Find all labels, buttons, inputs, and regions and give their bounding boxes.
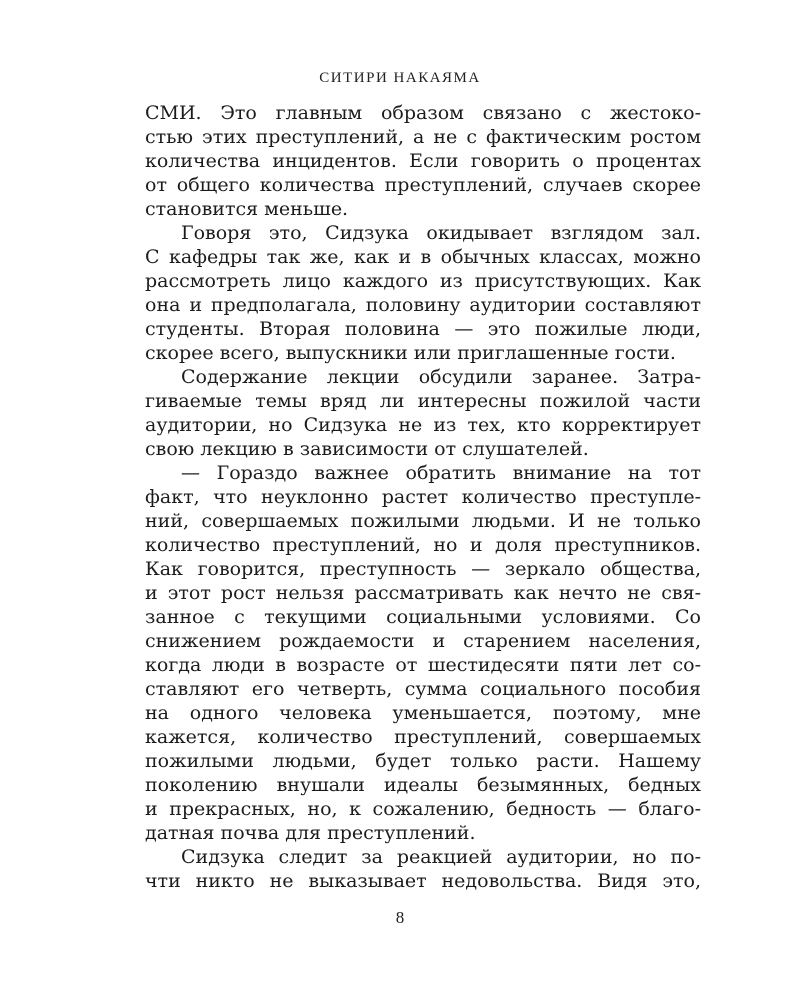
text-line: датная почва для преступлений. bbox=[145, 822, 476, 844]
text-line: на одного человека уменьшается, поэтому, мне bbox=[145, 702, 701, 724]
text-line: — Гораздо важнее обратить внимание на тот bbox=[181, 462, 701, 484]
text-line: Сидзука следит за реакцией аудитории, но по- bbox=[181, 846, 701, 868]
text-line: С кафедры так же, как и в обычных классах, можно bbox=[145, 246, 701, 268]
text-line: пожилыми людьми, будет только расти. Нашему bbox=[145, 750, 701, 772]
text-line: кажется, количество преступлений, совершаемых bbox=[145, 726, 701, 748]
text-line: факт, что неуклонно растет количество преступле- bbox=[145, 486, 701, 508]
text-line: снижением рождаемости и старением населения, bbox=[145, 630, 701, 652]
text-line: становится меньше. bbox=[145, 198, 349, 220]
body-text bbox=[145, 101, 701, 893]
running-head: СИТИРИ НАКАЯМА bbox=[319, 70, 481, 86]
text-line: аудитории, но Сидзука не из тех, кто корректирует bbox=[145, 414, 701, 436]
text-line: ний, совершаемых пожилыми людьми. И не только bbox=[145, 510, 701, 532]
text-line: когда люди в возрасте от шестидесяти пяти лет со- bbox=[145, 654, 701, 676]
text-line: занное с текущими социальными условиями. Со bbox=[145, 606, 701, 628]
text-line: стью этих преступлений, а не с фактическим ростом bbox=[145, 126, 701, 148]
text-line: свою лекцию в зависимости от слушателей. bbox=[145, 438, 589, 460]
text-line: поколению внушали идеалы безымянных, бедных bbox=[145, 774, 701, 796]
text-line: от общего количества преступлений, случаев скорее bbox=[145, 174, 701, 196]
text-line: Говоря это, Сидзука окидывает взглядом зал. bbox=[181, 222, 701, 244]
text-line: чти никто не выказывает недовольства. Видя это, bbox=[145, 870, 701, 892]
text-line: гиваемые темы вряд ли интересны пожилой части bbox=[145, 390, 701, 412]
text-line: студенты. Вторая половина — это пожилые люди, bbox=[145, 318, 701, 340]
page-number: 8 bbox=[395, 908, 405, 927]
text-line: количества инцидентов. Если говорить о процентах bbox=[145, 150, 701, 172]
text-line: она и предполагала, половину аудитории составляют bbox=[145, 294, 701, 316]
text-line: рассмотреть лицо каждого из присутствующих. Как bbox=[145, 270, 701, 292]
text-line: скорее всего, выпускники или приглашенные гости. bbox=[145, 342, 676, 364]
text-line: СМИ. Это главным образом связано с жестоко- bbox=[145, 102, 701, 124]
text-line: Как говорится, преступность — зеркало общества, bbox=[145, 558, 701, 580]
text-line: ставляют его четверть, сумма социального пособия bbox=[145, 678, 701, 700]
text-line: количество преступлений, но и доля преступников. bbox=[145, 534, 701, 556]
text-line: Содержание лекции обсудили заранее. Затра- bbox=[181, 366, 701, 388]
text-line: и этот рост нельзя рассматривать как нечто не свя- bbox=[145, 582, 701, 604]
text-line: и прекрасных, но, к сожалению, бедность — благо- bbox=[145, 798, 701, 820]
